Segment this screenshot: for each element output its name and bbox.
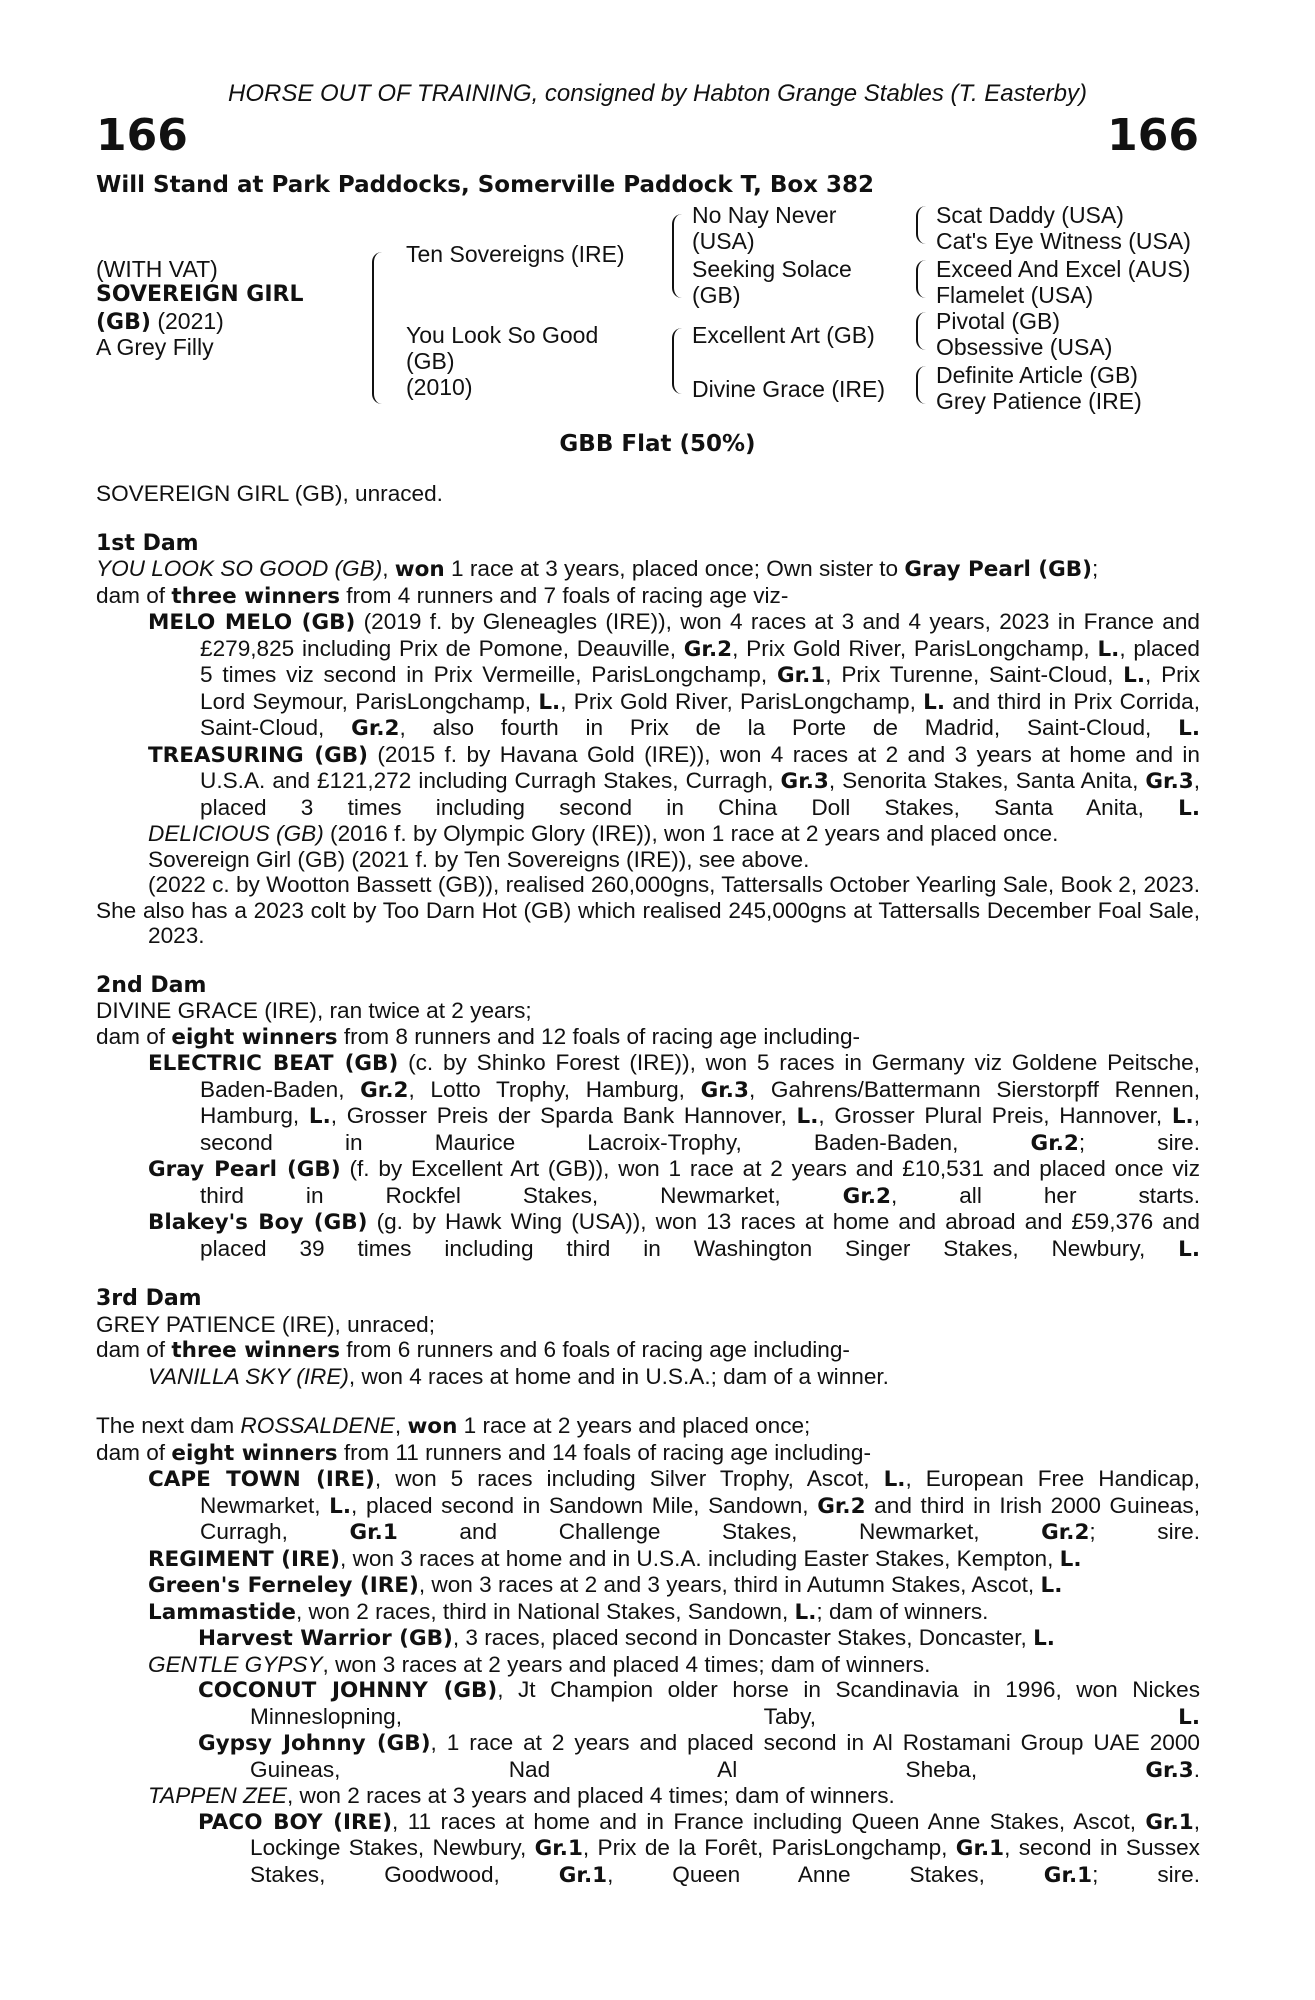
dam-produce-line — [96, 1440, 1200, 1467]
text-run: and third in Prix Corrida, Saint-Cloud, — [200, 688, 1200, 740]
bold-text: Gr.2 — [1041, 1520, 1090, 1545]
text-run: , won 3 races at 2 and 3 years, third in Autumn Stakes, Ascot, — [418, 1572, 1041, 1597]
bracket-sd — [916, 260, 926, 298]
bold-text: L. — [1097, 636, 1120, 662]
produce-entry — [96, 1809, 1200, 1889]
bold-text: REGIMENT (IRE) — [148, 1546, 341, 1572]
bold-text: L. — [1178, 1704, 1200, 1730]
bold-text: Gr.1 — [1043, 1862, 1093, 1888]
bold-text: L. — [883, 1467, 906, 1492]
dam-sire-sire: Pivotal (GB) — [936, 308, 1060, 334]
lot-number-right: 166 — [1107, 110, 1199, 161]
sire-name: Ten Sovereigns (IRE) — [406, 241, 625, 267]
text-run: , 1 race at 2 years and placed second in Al Rostamani Group UAE 2000 Guineas, Nad Al Sheba, — [250, 1730, 1200, 1782]
text-run: , Prix de la Forêt, ParisLongchamp, — [582, 1835, 956, 1860]
bold-text: L. — [1033, 1626, 1055, 1651]
text-run: (f. by Excellent Art (GB)), won 1 race at 2 years and £10,531 and placed once viz third in Rockfel Stakes, Newmarket, — [200, 1156, 1200, 1208]
bold-text: eight winners — [171, 1024, 338, 1050]
dam-produce-line — [96, 1024, 1200, 1051]
bold-text: Gr.3 — [700, 1077, 749, 1103]
produce-entry — [96, 1783, 1200, 1809]
horse-origin-year: (GB) (2021) — [96, 308, 224, 335]
text-run: , — [394, 1413, 408, 1438]
bold-text: ELECTRIC BEAT (GB) — [148, 1051, 399, 1076]
text-run: and Challenge Stakes, Newmarket, — [397, 1519, 1042, 1544]
section-next-dam — [96, 1413, 1200, 1888]
bold-text: won — [394, 557, 445, 582]
produce-entry — [96, 1625, 1200, 1652]
text-run: , Jt Champion older horse in Scandinavia in 1996, won Nickes Minneslopning, Taby, — [250, 1677, 1200, 1729]
bold-text: Gr.2 — [683, 636, 733, 662]
dam-sire: Excellent Art (GB) — [692, 322, 875, 348]
text-run: and third in Irish 2000 Guineas, Curragh, — [200, 1492, 1200, 1544]
bracket-dd — [916, 366, 926, 404]
produce-entry — [96, 1209, 1200, 1262]
lot-number-left: 166 — [96, 110, 188, 161]
bold-text: L. — [1059, 1546, 1082, 1572]
text-run: ; — [1091, 556, 1099, 581]
italic-text: GENTLE GYPSY — [148, 1651, 323, 1677]
text-run: , won 2 races, third in National Stakes, Sandown, — [295, 1598, 795, 1624]
produce-entry — [96, 1546, 1200, 1573]
bold-text: CAPE TOWN (IRE) — [148, 1467, 375, 1492]
section-2nd-dam — [96, 973, 1200, 1263]
bracket-sire — [672, 214, 684, 298]
produce-entry — [96, 1466, 1200, 1546]
dam-name-l3: (2010) — [406, 374, 473, 400]
bold-text: L. — [923, 689, 946, 715]
section-heading: 1st Dam — [96, 530, 199, 556]
produce-entry — [96, 821, 1200, 847]
dam-sire-dam: Obsessive (USA) — [936, 334, 1113, 360]
bold-text: three winners — [171, 583, 341, 609]
stand-location: Will Stand at Park Paddocks, Somerville Paddock T, Box 382 — [96, 172, 875, 198]
produce-note: She also has a 2023 colt by Too Darn Hot (GB) which realised 245,000gns at Tattersalls December Foal Sale, 2023. — [96, 897, 1200, 948]
produce-entry — [96, 1572, 1200, 1599]
text-run: , Senorita Stakes, Santa Anita, — [828, 768, 1146, 793]
bold-text: Gypsy Johnny (GB) — [198, 1731, 431, 1756]
dam-name-l2: (GB) — [406, 348, 455, 374]
bracket-ds — [916, 312, 926, 350]
text-run: (c. by Shinko Forest (IRE)), won 5 races in Germany viz Goldene Peitsche, Baden-Baden, — [200, 1050, 1201, 1102]
dam-produce-line — [96, 583, 1200, 610]
text-run: ; sire. — [1089, 1519, 1200, 1544]
bold-text: eight winners — [171, 1440, 338, 1466]
text-run: (2015 f. by Havana Gold (IRE)), won 4 races at 2 and 3 years at home and in U.S.A. and £121,272 including Curragh Stakes, Curragh, — [200, 741, 1200, 793]
text-run: , — [382, 556, 395, 581]
sire-dam-dam: Flamelet (USA) — [936, 282, 1094, 308]
text-run: , placed 3 times including second in China Doll Stakes, Santa Anita, — [200, 768, 1200, 820]
text-run: from 8 runners and 12 foals of racing age including- — [337, 1023, 861, 1049]
text-run: , Gahrens/Battermann Sierstorpff Rennen, Hamburg, — [200, 1076, 1200, 1128]
text-run: dam of — [96, 1337, 172, 1362]
vat-note: (WITH VAT) — [96, 256, 218, 282]
bold-text: L. — [308, 1104, 331, 1129]
section-heading: 2nd Dam — [96, 972, 207, 998]
italic-text: YOU LOOK SO GOOD (GB) — [96, 556, 383, 581]
bold-text: L. — [1040, 1573, 1063, 1598]
text-run: , Prix Gold River, ParisLongchamp, — [560, 688, 924, 714]
produce-entry — [96, 1050, 1200, 1156]
dam-dam-dam: Grey Patience (IRE) — [936, 388, 1142, 414]
bold-text: Gr.2 — [842, 1183, 891, 1209]
text-run: , placed second in Sandown Mile, Sandown, — [351, 1492, 818, 1518]
text-run: , Lockinge Stakes, Newbury, — [250, 1808, 1200, 1860]
bold-text: Gr.2 — [360, 1077, 409, 1103]
produce-entry: (2022 c. by Wootton Bassett (GB)), realised 260,000gns, Tattersalls October Yearling Sale, Book 2, 2023. — [148, 872, 1200, 897]
sire-sire-sire: Scat Daddy (USA) — [936, 202, 1124, 228]
bold-text: three winners — [171, 1338, 341, 1363]
bold-text: Gr.3 — [1145, 1757, 1194, 1783]
bold-text: Gr.3 — [780, 769, 829, 794]
bold-text: L. — [1178, 795, 1200, 821]
bold-text: Gr.1 — [534, 1836, 583, 1861]
produce-entry — [96, 1652, 1200, 1678]
text-run: 1 race at 3 years, placed once; Own sister to — [444, 556, 905, 581]
section-1st-dam — [96, 531, 1200, 949]
bold-text: L. — [796, 1104, 819, 1129]
bold-text: Gr.1 — [1145, 1809, 1194, 1835]
bold-text: Gr.1 — [349, 1520, 398, 1545]
bold-text: Gr.2 — [351, 716, 400, 741]
bracket-gen1 — [372, 252, 384, 404]
text-run: from 4 runners and 7 foals of racing age viz- — [340, 582, 789, 608]
text-run: ; sire. — [1092, 1861, 1200, 1887]
bold-text: Gr.2 — [1030, 1130, 1079, 1156]
bold-text: L. — [538, 689, 561, 715]
dam-line: DIVINE GRACE (IRE), ran twice at 2 years; — [96, 998, 532, 1023]
dam-name-l1: You Look So Good — [406, 322, 599, 348]
bold-text: Lammastide — [148, 1599, 296, 1625]
bold-text: won — [407, 1414, 458, 1439]
bold-text: L. — [1123, 663, 1146, 688]
text-run: 1 race at 2 years and placed once; — [457, 1413, 811, 1438]
text-run: dam of — [96, 1439, 172, 1465]
text-run: , Prix Gold River, ParisLongchamp, — [732, 635, 1098, 661]
text-run: The next dam — [96, 1413, 241, 1438]
sire-sire-dam: Cat's Eye Witness (USA) — [936, 228, 1191, 254]
bold-text: Gr.2 — [817, 1493, 866, 1519]
bold-text: L. — [1178, 1236, 1200, 1262]
text-run: ; sire. — [1078, 1129, 1200, 1155]
italic-text: VANILLA SKY (IRE) — [148, 1363, 349, 1389]
bold-text: L. — [329, 1493, 352, 1519]
text-run: , European Free Handicap, Newmarket, — [200, 1466, 1200, 1518]
produce-entry — [96, 1677, 1200, 1730]
bold-text: L. — [1178, 716, 1200, 741]
produce-entry: Sovereign Girl (GB) (2021 f. by Ten Sovereigns (IRE)), see above. — [148, 846, 810, 872]
text-run: (2016 f. by Olympic Glory (IRE)), won 1 race at 2 years and placed once. — [323, 821, 1059, 846]
italic-text: TAPPEN ZEE — [148, 1783, 287, 1808]
text-run: , second in Maurice Lacroix-Trophy, Baden-Baden, — [200, 1103, 1201, 1155]
bold-text: Harvest Warrior (GB) — [198, 1626, 453, 1651]
text-run: , 11 races at home and in France including Queen Anne Stakes, Ascot, — [392, 1808, 1146, 1834]
sire-sire-l1: No Nay Never — [692, 202, 837, 228]
text-run: , Grosser Preis der Sparda Bank Hannover, — [330, 1103, 797, 1128]
section-3rd-dam — [96, 1286, 1200, 1389]
bracket-ss — [916, 206, 926, 244]
text-run: , Prix Lord Seymour, ParisLongchamp, — [200, 662, 1201, 714]
text-run: . — [1193, 1756, 1200, 1782]
text-run: (g. by Hawk Wing (USA)), won 13 races at home and abroad and £59,376 and placed 39 times including third in Washington Singer Stakes, Newbury, — [200, 1209, 1200, 1261]
bracket-dam — [672, 328, 684, 394]
sire-dam-l2: (GB) — [692, 282, 741, 308]
text-run: , Queen Anne Stakes, — [607, 1861, 1044, 1887]
text-run: , second in Sussex Stakes, Goodwood, — [250, 1835, 1200, 1887]
text-run: dam of — [96, 1023, 172, 1049]
bold-text: Green's Ferneley (IRE) — [148, 1573, 419, 1598]
text-run: (2019 f. by Gleneagles (IRE)), won 4 races at 3 and 4 years, 2023 in France and £279,825 including Prix de Pomone, Deauville, — [200, 609, 1200, 661]
bold-text: MELO MELO (GB) — [148, 610, 356, 635]
dam-dam: Divine Grace (IRE) — [692, 376, 885, 402]
text-run: from 11 runners and 14 foals of racing age including- — [337, 1439, 871, 1465]
bold-text: TREASURING (GB) — [148, 742, 368, 768]
catalogue-body — [96, 481, 1200, 1888]
dam-line: GREY PATIENCE (IRE), unraced; — [96, 1311, 436, 1337]
text-run: , won 3 races at 2 years and placed 4 times; dam of winners. — [322, 1651, 931, 1677]
text-run: , Lotto Trophy, Hamburg, — [408, 1076, 701, 1102]
produce-entry — [96, 742, 1200, 822]
produce-entry — [96, 1364, 1200, 1390]
produce-entry — [96, 1730, 1200, 1783]
horse-name: SOVEREIGN GIRL — [96, 282, 304, 307]
bold-text: L. — [1171, 1104, 1194, 1129]
text-run: , won 5 races including Silver Trophy, Ascot, — [374, 1466, 884, 1491]
text-run: , placed 5 times viz second in Prix Vermeille, ParisLongchamp, — [200, 635, 1200, 687]
text-run: , Grosser Plural Preis, Hannover, — [818, 1103, 1172, 1128]
produce-entry — [96, 1599, 1200, 1626]
text-run: , won 2 races at 3 years and placed 4 times; dam of winners. — [286, 1783, 895, 1808]
text-run: , all her starts. — [890, 1182, 1200, 1208]
text-run: , Prix Turenne, Saint-Cloud, — [825, 662, 1124, 687]
bold-text: Gr.1 — [955, 1836, 1005, 1861]
italic-text: DELICIOUS (GB) — [148, 821, 324, 846]
bold-text: Gr.1 — [776, 663, 826, 688]
sire-dam-l1: Seeking Solace — [692, 256, 852, 282]
text-run: , also fourth in Prix de la Porte de Madrid, Saint-Cloud, — [399, 715, 1179, 740]
consignor-line: HORSE OUT OF TRAINING, consigned by Habton Grange Stables (T. Easterby) — [228, 80, 1087, 107]
bold-text: PACO BOY (IRE) — [198, 1809, 393, 1835]
sire-sire-l2: (USA) — [692, 228, 755, 254]
bold-text: Gr.1 — [558, 1862, 608, 1888]
text-run: , 3 races, placed second in Doncaster Stakes, Doncaster, — [452, 1625, 1034, 1650]
text-run: ; dam of winners. — [816, 1598, 989, 1624]
text-run: from 6 runners and 6 foals of racing age including- — [340, 1337, 850, 1362]
dam-produce-line — [96, 1337, 1200, 1364]
text-run: dam of — [96, 582, 172, 608]
italic-text: ROSSALDENE — [240, 1413, 395, 1438]
section-heading: 3rd Dam — [96, 1286, 202, 1311]
unraced-statement: SOVEREIGN GIRL (GB), unraced. — [96, 481, 443, 506]
text-run: , won 3 races at home and in U.S.A. including Easter Stakes, Kempton, — [340, 1545, 1060, 1571]
bold-text: COCONUT JOHNNY (GB) — [198, 1678, 498, 1703]
horse-description: A Grey Filly — [96, 334, 214, 360]
sire-dam-sire: Exceed And Excel (AUS) — [936, 256, 1191, 282]
dam-line — [96, 556, 1200, 583]
bold-text: Blakey's Boy (GB) — [148, 1210, 368, 1235]
bold-text: Gray Pearl (GB) — [148, 1157, 341, 1182]
dam-line — [96, 1413, 1200, 1440]
bold-text: L. — [794, 1599, 817, 1625]
bold-text: Gray Pearl (GB) — [904, 557, 1092, 582]
produce-entry — [96, 609, 1200, 742]
text-run: , won 4 races at home and in U.S.A.; dam of a winner. — [348, 1363, 889, 1389]
bold-text: Gr.3 — [1145, 769, 1194, 794]
produce-entry — [96, 1156, 1200, 1209]
dam-dam-sire: Definite Article (GB) — [936, 362, 1138, 388]
rating-line: GBB Flat (50%) — [559, 431, 756, 457]
